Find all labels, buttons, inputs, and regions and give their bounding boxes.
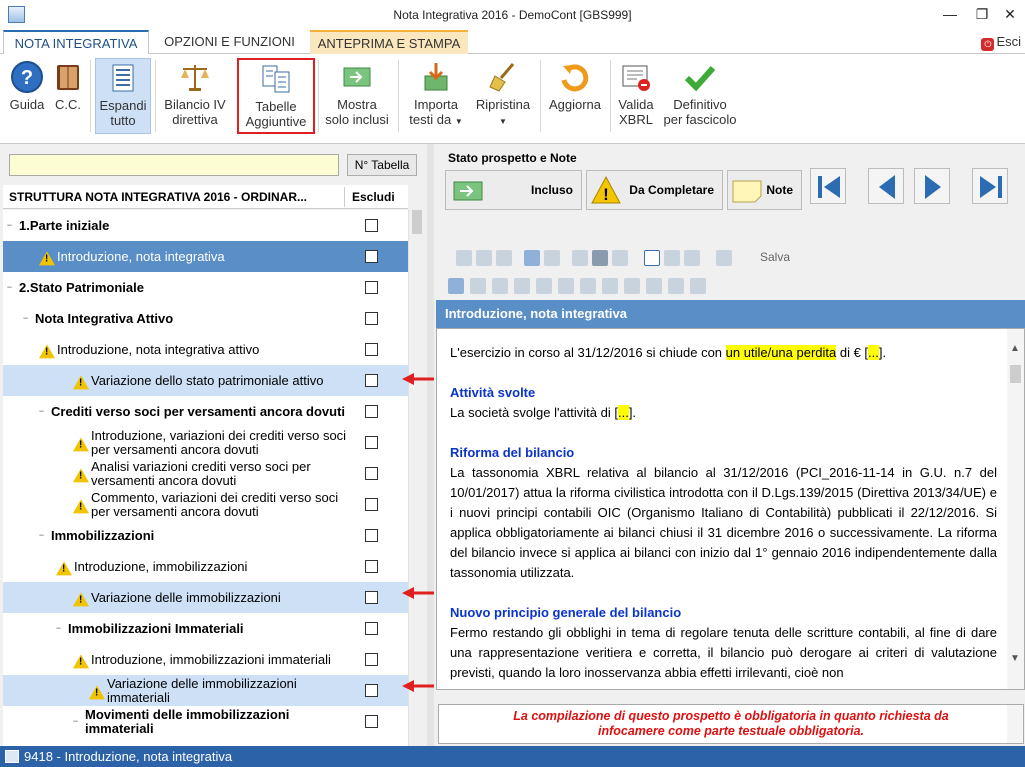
replace-icon[interactable] (612, 250, 628, 266)
section-heading: Nuovo principio generale del bilancio (450, 605, 682, 620)
show-included-icon (340, 60, 374, 94)
find-icon[interactable] (592, 250, 608, 266)
espandi-label-1: Espandi (99, 98, 147, 113)
definitivo-label-1: Definitivo (673, 97, 727, 112)
separator (90, 60, 91, 132)
warning-icon (73, 592, 89, 606)
paragraph (450, 603, 997, 683)
collapse-icon[interactable]: − (72, 716, 79, 726)
tab-nota-integrativa[interactable]: NOTA INTEGRATIVA (3, 30, 149, 55)
incluso-label: Incluso (530, 183, 573, 197)
warning-icon (591, 175, 621, 205)
delete-col-icon[interactable] (602, 278, 618, 294)
salva-label[interactable]: Salva (760, 250, 791, 264)
completare-label: Da Completare (629, 183, 714, 197)
refresh-icon (558, 60, 592, 94)
tab-opzioni-funzioni[interactable]: OPZIONI E FUNZIONI (164, 34, 295, 49)
paste-icon[interactable] (496, 250, 512, 266)
exclude-checkbox[interactable] (365, 405, 378, 418)
svg-text:?: ? (20, 67, 34, 89)
insert-col-right-icon[interactable] (558, 278, 574, 294)
separator (540, 60, 541, 132)
split-cells-icon[interactable] (646, 278, 662, 294)
tree-row[interactable] (3, 427, 408, 458)
pane-splitter[interactable] (427, 144, 434, 746)
definitivo-label-2: per fascicolo (663, 112, 737, 127)
tree-row[interactable] (3, 489, 408, 520)
tree-row-label: Commento, variazioni dei crediti verso soci per versamenti ancora dovuti (91, 489, 339, 519)
aggiorna-label: Aggiorna (548, 97, 602, 112)
espandi-label-2: tutto (110, 113, 136, 128)
editor-pane (434, 144, 1025, 746)
tab-anteprima-stampa[interactable]: ANTEPRIMA E STAMPA (310, 30, 468, 54)
separator (318, 60, 319, 132)
warning-icon (56, 561, 72, 575)
tree-row[interactable] (3, 365, 408, 396)
included-icon (452, 177, 484, 205)
table-properties-icon[interactable] (470, 278, 486, 294)
validate-icon (619, 60, 653, 94)
window-title: Nota Integrativa 2016 - DemoCont [GBS999] (393, 8, 632, 22)
minimize-button[interactable]: — (943, 6, 957, 22)
tree-row[interactable] (3, 272, 408, 303)
warning-icon (73, 437, 89, 451)
insert-row-below-icon[interactable] (514, 278, 530, 294)
ribbon (0, 54, 1025, 144)
previous-icon (869, 169, 905, 205)
warning-icon (39, 251, 55, 265)
cc-button[interactable] (50, 58, 86, 134)
text: La tassonomia XBRL relativa al bilancio al 31/12/2016 (PCI_2016-11-14 in G.U. n.7 del 10/01/2017) attua la riforma civilistica introdotta con il D.Lgs.139/2015 (Direttiva 2013/34/UE) e i nuovi principi contabili OIC (Organismo Italiano di Contabilità) pubblicati il 22/12/2016. Si applica obbligatoriamente ai bilanci chiusi il 31 dicembre 2016 o successivamente. La riforma del bilancio invece si applica ai bilanci con inizio dal 1° gennaio 2016 indipendentemente dalla tassonomia utilizzata. (450, 465, 997, 580)
n-tabella-button[interactable]: N° Tabella (347, 154, 417, 176)
ripristina-label: Ripristina (475, 97, 531, 112)
text: La società svolge l'attività di [ (450, 405, 618, 420)
maximize-button[interactable]: ❐ (975, 6, 989, 22)
tree-row-label: Analisi variazioni crediti verso soci per versamenti ancora dovuti (91, 458, 311, 488)
collapse-icon[interactable]: − (22, 313, 29, 323)
mostra-label-2: solo inclusi (325, 112, 389, 127)
guida-label: Guida (9, 97, 45, 112)
next-icon (915, 169, 951, 205)
page-view-icon[interactable] (644, 250, 660, 266)
editor-toolbar (448, 246, 791, 270)
collapse-icon[interactable]: − (38, 406, 45, 416)
last-page-button[interactable] (972, 168, 1008, 204)
structure-pane (0, 144, 427, 746)
checkmark-icon (683, 60, 717, 94)
guida-button[interactable] (6, 58, 48, 134)
collapse-icon[interactable]: − (55, 623, 62, 633)
status-text: 9418 - Introduzione, nota integrativa (24, 749, 233, 764)
next-button[interactable] (914, 168, 950, 204)
separator (398, 60, 399, 132)
text: L'esercizio in corso al 31/12/2016 si chiude con (450, 345, 726, 360)
valida-xbrl-button[interactable] (614, 58, 658, 134)
help-icon (10, 60, 44, 94)
exclude-checkbox[interactable] (365, 529, 378, 542)
preview-icon[interactable] (684, 250, 700, 266)
tree-title: STRUTTURA NOTA INTEGRATIVA 2016 - ORDINAR... (9, 190, 308, 204)
importa-label-2: testi da (409, 112, 452, 127)
exclude-checkbox[interactable] (365, 250, 378, 263)
warning-icon (73, 468, 89, 482)
text: ]. (628, 405, 637, 420)
insert-table-icon[interactable] (448, 278, 464, 294)
cut-icon[interactable] (456, 250, 472, 266)
undo-icon[interactable] (524, 250, 540, 266)
exclude-checkbox[interactable] (365, 343, 378, 356)
delete-table-icon[interactable] (690, 278, 706, 294)
bilancio-label-1: Bilancio IV (164, 97, 226, 112)
table-toolbar (448, 274, 778, 298)
text: Fermo restando gli obblighi in tema di regolare tenuta delle scritture contabili, al fine di dare una rappresentazione veritiera e corretta, il bilancio può derogare ai criteri di valutazione previsti, quando la loro inosservanza abbia effetti irrilevanti, cioè non (450, 625, 997, 680)
notice-scrollbar[interactable] (1007, 705, 1023, 743)
esci-button[interactable] (981, 34, 1021, 51)
exclude-checkbox[interactable] (365, 312, 378, 325)
exclude-checkbox[interactable] (365, 374, 378, 387)
select-all-icon[interactable] (572, 250, 588, 266)
note-button[interactable] (727, 170, 802, 210)
ripristina-button[interactable] (470, 58, 536, 134)
close-button[interactable]: ✕ (1004, 6, 1016, 22)
expand-list-icon (106, 61, 140, 95)
tabelle-label-1: Tabelle (255, 99, 297, 114)
tree-row-label: Immobilizzazioni (51, 527, 155, 543)
scrollbar-thumb[interactable] (412, 210, 422, 234)
exclude-checkbox[interactable] (365, 467, 378, 480)
paragraph (450, 383, 997, 423)
tree-row[interactable] (3, 675, 408, 706)
importa-testi-button[interactable] (405, 58, 467, 134)
tables-icon (259, 62, 293, 96)
exclude-checkbox[interactable] (365, 436, 378, 449)
broom-icon (486, 60, 520, 94)
tree-row-label: Movimenti delle immobilizzazioni immateriali (85, 706, 290, 736)
stato-title: Stato prospetto e Note (448, 151, 577, 165)
insert-col-left-icon[interactable] (536, 278, 552, 294)
tree-row-label: Introduzione, immobilizzazioni (74, 558, 248, 574)
collapse-icon[interactable]: − (6, 220, 13, 230)
tree-row[interactable] (3, 303, 408, 334)
tree-row-label: Variazione dello stato patrimoniale attivo (91, 372, 324, 388)
tabelle-label-2: Aggiuntive (245, 114, 307, 129)
tree-row[interactable] (3, 706, 408, 737)
exclude-checkbox[interactable] (365, 281, 378, 294)
tree-row[interactable] (3, 582, 408, 613)
tree-row-label: Crediti verso soci per versamenti ancora dovuti (51, 403, 346, 419)
aggiorna-button[interactable] (545, 58, 605, 134)
text: di € [ (836, 345, 869, 360)
bilancio-iv-direttiva-button[interactable] (160, 58, 230, 134)
tree-row[interactable] (3, 241, 408, 272)
espandi-tutto-button[interactable] (95, 58, 151, 134)
tree-row-label: Introduzione, nota integrativa attivo (57, 341, 260, 357)
notice-line-2: infocamere come parte testuale obbligatoria. (597, 724, 865, 738)
tree-row[interactable] (3, 520, 408, 551)
mostra-label-1: Mostra (337, 97, 377, 112)
placeholder-field[interactable]: ... (868, 345, 879, 360)
note-icon (731, 178, 763, 204)
mandatory-notice (438, 704, 1024, 744)
stato-prospetto-group (442, 150, 812, 216)
document-editor[interactable] (436, 328, 1025, 690)
last-icon (973, 169, 1009, 205)
separator (155, 60, 156, 132)
structure-tree (3, 210, 408, 746)
search-input[interactable] (9, 154, 339, 176)
scales-icon (178, 60, 212, 94)
exclude-checkbox[interactable] (365, 622, 378, 635)
cell-properties-icon[interactable] (668, 278, 684, 294)
book-icon (51, 60, 85, 94)
tree-header (3, 185, 408, 209)
section-heading: Riforma del bilancio (450, 445, 575, 460)
warning-icon (89, 685, 105, 699)
warning-icon (73, 375, 89, 389)
tree-row[interactable] (3, 458, 408, 489)
text: ]. (878, 345, 887, 360)
previous-button[interactable] (868, 168, 904, 204)
tree-row-label: Immobilizzazioni Immateriali (68, 620, 244, 636)
exclude-checkbox[interactable] (365, 560, 378, 573)
delete-row-icon[interactable] (580, 278, 596, 294)
chevron-down-icon: ▼ (499, 117, 507, 126)
tree-row[interactable] (3, 737, 408, 746)
merge-cells-icon[interactable] (624, 278, 640, 294)
cc-label: C.C. (55, 97, 81, 112)
insert-row-above-icon[interactable] (492, 278, 508, 294)
exclude-checkbox[interactable] (365, 219, 378, 232)
svg-text:!: ! (603, 185, 609, 204)
collapse-icon[interactable]: − (6, 282, 13, 292)
tree-row-label: Introduzione, nota integrativa (57, 248, 225, 264)
importa-label-1: Importa (413, 97, 459, 112)
separator (610, 60, 611, 132)
scroll-down-icon[interactable]: ▼ (1010, 653, 1020, 664)
tree-row[interactable] (3, 551, 408, 582)
exclude-checkbox[interactable] (365, 498, 378, 511)
document-scrollbar[interactable] (1007, 329, 1024, 689)
exclude-checkbox[interactable] (365, 715, 378, 728)
tree-row-label: 2.Stato Patrimoniale (19, 279, 144, 295)
definitivo-fascicolo-button[interactable] (660, 58, 740, 134)
status-icon (5, 750, 19, 763)
tree-row-label: Introduzione, variazioni dei crediti verso soci per versamenti ancora dovuti (91, 427, 347, 457)
highlight-field[interactable]: un utile/una perdita (725, 345, 837, 360)
exclude-column-header: Escludi (352, 190, 395, 204)
section-heading: Attività svolte (450, 385, 536, 400)
tree-row[interactable] (3, 613, 408, 644)
tree-row-label: 1.Parte iniziale (19, 217, 110, 233)
collapse-icon[interactable]: − (38, 530, 45, 540)
redo-icon[interactable] (544, 250, 560, 266)
warning-icon (39, 344, 55, 358)
esci-label: Esci (996, 34, 1021, 49)
incluso-button[interactable] (445, 170, 582, 210)
document-content[interactable] (450, 343, 997, 690)
tree-row-label: Variazione delle immobilizzazioni (91, 589, 281, 605)
exclude-checkbox[interactable] (365, 591, 378, 604)
status-bar (0, 746, 1025, 767)
exclude-checkbox[interactable] (365, 653, 378, 666)
tree-row-label: Nota Integrativa Attivo (35, 310, 174, 326)
import-icon (419, 60, 453, 94)
first-icon (811, 169, 847, 205)
warning-icon (73, 654, 89, 668)
tree-row[interactable] (3, 210, 408, 241)
scroll-up-icon[interactable]: ▲ (1010, 343, 1020, 354)
document-title: Introduzione, nota integrativa (436, 300, 1025, 328)
tree-row-label: Variazione delle immobilizzazioni immateriali (107, 675, 297, 705)
exclude-checkbox[interactable] (365, 684, 378, 697)
da-completare-button[interactable] (586, 170, 723, 210)
html-icon[interactable] (664, 250, 680, 266)
mostra-solo-inclusi-button[interactable] (322, 58, 392, 134)
copy-icon[interactable] (476, 250, 492, 266)
placeholder-field[interactable]: ... (617, 405, 629, 420)
tree-row[interactable] (3, 644, 408, 675)
paragraph (450, 343, 997, 363)
note-label: Note (766, 183, 793, 197)
tabelle-aggiuntive-button[interactable] (237, 58, 315, 134)
tree-row[interactable] (3, 396, 408, 427)
scrollbar-thumb[interactable] (1010, 365, 1021, 383)
exit-icon: ⏻ (981, 38, 994, 51)
save-icon[interactable] (716, 250, 732, 266)
tree-scrollbar[interactable] (408, 210, 424, 746)
tree-row-label: Introduzione, immobilizzazioni immateriali (91, 651, 331, 667)
valida-label-2: XBRL (619, 112, 653, 127)
title-bar (0, 0, 1025, 30)
column-separator (344, 187, 345, 207)
chevron-down-icon: ▼ (454, 117, 463, 126)
paragraph (450, 443, 997, 583)
valida-label-1: Valida (618, 97, 654, 112)
warning-icon (73, 499, 89, 513)
ribbon-tabs (0, 30, 1025, 54)
first-page-button[interactable] (810, 168, 846, 204)
notice-line-1: La compilazione di questo prospetto è obbligatoria in quanto richiesta da (513, 709, 949, 723)
tree-row[interactable] (3, 334, 408, 365)
bilancio-label-2: direttiva (172, 112, 218, 127)
